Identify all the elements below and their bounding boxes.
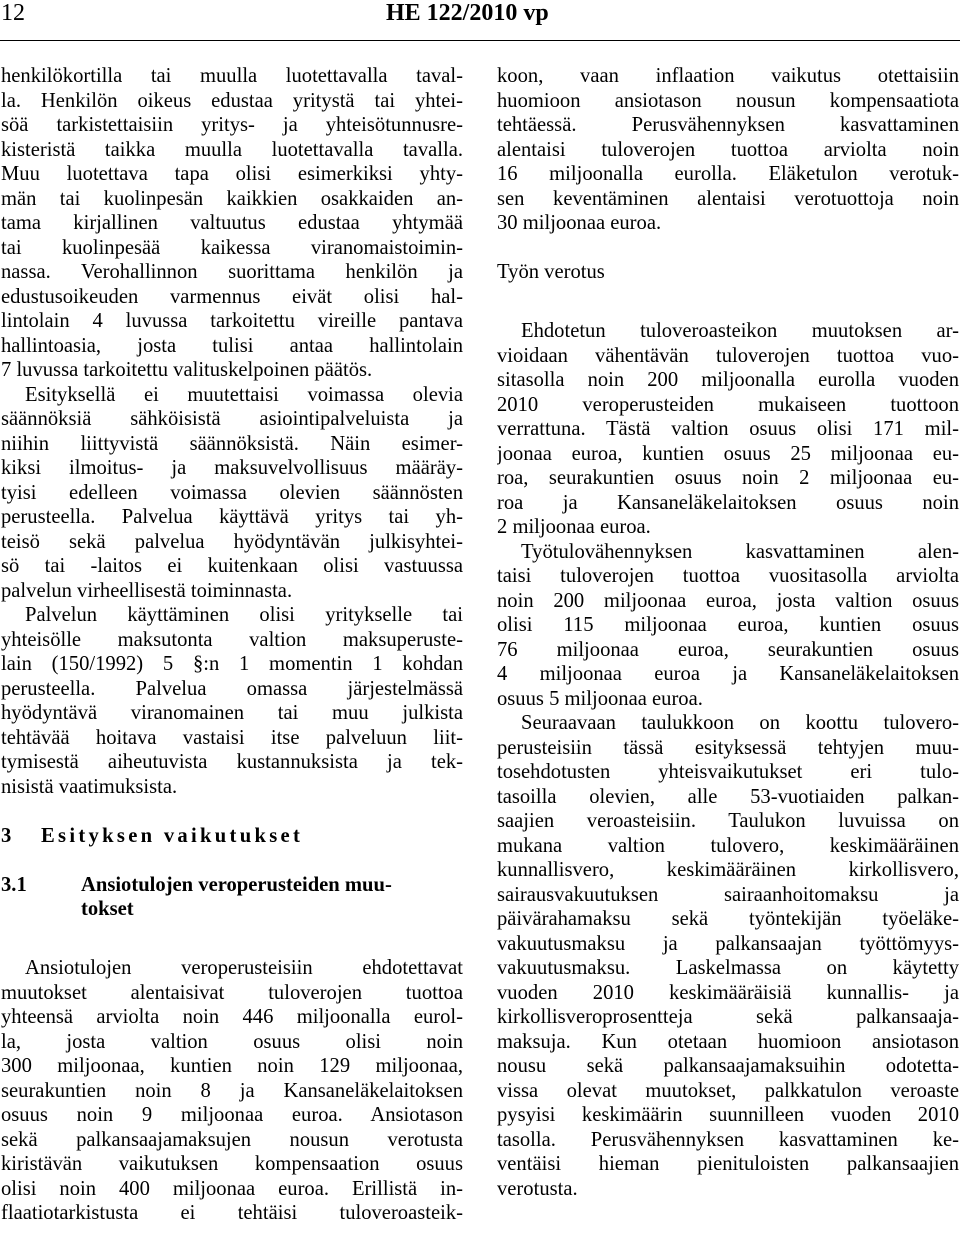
text-line: saajien veroasteisiin. Taulukon luvuissa on	[497, 810, 959, 832]
text-line: söä tarkistettaisiin yritys- ja yhteisötunnusre-	[1, 114, 463, 136]
text-line: ventäisi hieman pienituloisten palkansaajien	[497, 1153, 959, 1175]
left-column	[1, 64, 463, 1226]
text-line: olisi noin 400 miljoonaa euroa. Erillistä in-	[1, 1177, 463, 1200]
spacer	[497, 309, 959, 319]
text-line: maksuja. Kun otetaan huomioon ansiotason	[497, 1030, 959, 1053]
text-line: Palvelun käyttäminen olisi yritykselle tai	[25, 604, 463, 626]
right-column	[497, 64, 959, 1201]
text-line: osuus noin 9 miljoonaa euroa. Ansiotason	[1, 1104, 463, 1126]
text-line: kiristävän vaikutuksen kompensaation osuus	[1, 1153, 463, 1175]
subsection-heading	[1, 873, 463, 922]
text-line: sen keventäminen alentaisi verotuottoja noin	[497, 187, 959, 210]
text-line: lintolain 4 luvussa tarkoitettu vireille pantava	[1, 310, 463, 332]
text-line: hyödyntävä viranomainen tai muu julkista	[1, 702, 463, 724]
text-line: koon, vaan inflaation vaikutus otettaisiin	[497, 65, 959, 87]
subsection-title-line: tokset	[81, 898, 134, 920]
text-line: sö tai -laitos ei kuitenkaan olisi vastuussa	[1, 555, 463, 577]
text-line: la. Henkilön oikeus edustaa yritystä tai yhtei-	[1, 89, 463, 112]
text-line: tasolla. Perusvähennyksen kasvattaminen ke-	[497, 1128, 959, 1151]
text-line: tymisestä aiheutuvista kustannuksista ja tek-	[1, 751, 463, 773]
spacer	[497, 236, 959, 261]
text-line: päivärahamaksu sekä työntekijän työeläke-	[497, 908, 959, 930]
text-line: kisteristä taikka muulla luotettavalla tavalla.	[1, 138, 463, 161]
text-line: muutokset alentaisivat tuloverojen tuottoa	[1, 981, 463, 1004]
text-line: la, josta valtion osuus olisi noin	[1, 1030, 463, 1053]
text-line: Muu luotettava tapa olisi esimerkiksi yhty-	[1, 163, 463, 185]
document-id: HE 122/2010 vp	[386, 0, 549, 26]
text-line: tasoilla olevien, alle 53-vuotiaiden palkan-	[497, 785, 959, 808]
text-line: Esityksellä ei muutettaisi voimassa olevia	[25, 383, 463, 406]
text-line: sitasolla noin 200 miljoonalla eurolla vuoden	[497, 369, 959, 391]
text-line: verrattuna. Tästä valtion osuus olisi 171 mil-	[497, 418, 959, 440]
text-line: sekä palkansaajamaksujen nousun verotusta	[1, 1128, 463, 1151]
paragraph	[1, 64, 463, 383]
text-line: flaatiotarkistusta ei tehtäisi tuloveroasteik-	[1, 1202, 463, 1224]
text-line: nisistä vaatimuksista.	[1, 775, 178, 798]
text-line: roa ja Kansaneläkelaitoksen osuus noin	[497, 491, 959, 514]
paragraph	[497, 540, 959, 712]
text-line: kiksi ilmoitus- ja maksuvelvollisuus määräy-	[1, 457, 463, 479]
text-line: 16 miljoonalla eurolla. Eläketulon verotuk-	[497, 163, 959, 185]
text-line: perusteella. Palvelua käyttävä yritys tai yh-	[1, 506, 463, 528]
text-line: Ansiotulojen veroperusteisiin ehdotettavat	[25, 957, 463, 979]
text-line: tosehdotusten yhteisvaikutukset eri tulo-	[497, 761, 959, 783]
text-line: vissa olevat muutokset, palkkatulon veroaste	[497, 1079, 959, 1102]
paragraph	[1, 383, 463, 604]
text-line: perusteisiin tässä esityksessä tehtyjen muu-	[497, 736, 959, 759]
spacer	[1, 922, 463, 947]
text-line: tehtäessä. Perusvähennyksen kasvattaminen	[497, 114, 959, 136]
header-rule	[0, 40, 960, 41]
text-line: olisi 115 miljoonaa euroa, kuntien osuus	[497, 614, 959, 636]
text-line: teisö sekä palvelua hyödyntävän julkisyhtei-	[1, 530, 463, 553]
text-line: roa, seurakuntien osuus noin 2 miljoonaa eu-	[497, 467, 959, 489]
text-line: mukana valtion tulovero, keskimääräinen	[497, 834, 959, 857]
paragraph	[497, 319, 959, 540]
text-line: taisi tuloverojen tuottoa vuositasolla arviolta	[497, 565, 959, 587]
text-line: verotusta.	[497, 1177, 578, 1200]
text-line: säännöksiä sähköisistä asiointipalveluista ja	[1, 408, 463, 430]
text-line: nassa. Verohallinnon suorittama henkilön ja	[1, 261, 463, 283]
text-line: edustusoikeuden varmennus eivät olisi hal-	[1, 285, 463, 308]
subsection-title-line: Ansiotulojen veroperusteiden muu-	[81, 873, 392, 896]
text-line: pysyisi keskimäärin suunnilleen vuoden 2010	[497, 1104, 959, 1126]
text-line: hallintoasia, josta tulisi antaa hallintolain	[1, 334, 463, 357]
text-line: 30 miljoonaa euroa.	[497, 212, 662, 234]
paragraph	[1, 603, 463, 799]
paragraph	[497, 711, 959, 1201]
text-line: tehtävää hoitava vastaisi itse palveluun liit-	[1, 726, 463, 749]
text-line: perusteella. Palvelua omassa järjestelmässä	[1, 677, 463, 700]
text-line: henkilökortilla tai muulla luotettavalla taval-	[1, 65, 463, 87]
text-line: 300 miljoonaa, kuntien noin 129 miljoonaa,	[1, 1055, 463, 1077]
text-line: yhteisölle maksutonta valtion maksuperuste-	[1, 628, 463, 651]
text-line: män tai kuolinpesän kaikkien osakkaiden an-	[1, 187, 463, 210]
text-line: tai kuolinpesää kaikessa viranomaistoimin-	[1, 236, 463, 259]
text-line: yhteensä arviolta noin 446 miljoonalla eurol-	[1, 1006, 463, 1028]
text-line: lain (150/1992) 5 §:n 1 momentin 1 kohdan	[1, 653, 463, 675]
section-heading	[1, 824, 463, 849]
text-line: 4 miljoonaa euroa ja Kansaneläkelaitoksen	[497, 663, 959, 685]
text-line: vakuutusmaksu. Laskelmassa on käytetty	[497, 957, 959, 979]
text-line: 2010 veroperusteiden mukaiseen tuottoon	[497, 393, 959, 416]
text-line: nousu sekä palkansaajamaksuihin odotetta-	[497, 1055, 959, 1077]
text-line: 2 miljoonaa euroa.	[497, 516, 651, 538]
subsection-number: 3.1	[1, 873, 27, 896]
subheading: Työn verotus	[497, 261, 605, 283]
text-line: tama kirjallinen valtuutus edustaa yhtymää	[1, 212, 463, 234]
text-line: vakuutusmaksu ja palkansaajan työttömyys-	[497, 932, 959, 955]
text-line: sairausvakuutuksen sairaanhoitomaksu ja	[497, 883, 959, 906]
text-line: noin 200 miljoonaa euroa, josta valtion osuus	[497, 589, 959, 612]
paragraph	[497, 64, 959, 236]
text-line: alentaisi tuloverojen tuottoa arviolta noin	[497, 138, 959, 161]
paragraph	[1, 956, 463, 1226]
text-line: kunnallisvero, keskimääräinen kirkollisvero,	[497, 859, 959, 881]
text-line: 76 miljoonaa euroa, seurakuntien osuus	[497, 638, 959, 661]
text-line: niihin liittyvistä säännöksistä. Näin esimer-	[1, 432, 463, 455]
section-title: Esityksen vaikutukset	[41, 824, 304, 847]
text-line: vuoden 2010 keskimääräisiä kunnallis- ja	[497, 981, 959, 1004]
spacer	[497, 285, 959, 310]
text-line: palvelun virheellisestä toiminnasta.	[1, 579, 293, 602]
spacer	[1, 799, 463, 824]
text-line: Työtulovähennyksen kasvattaminen alen-	[521, 540, 959, 563]
text-line: osuus 5 miljoonaa euroa.	[497, 687, 703, 710]
text-line: vioidaan vähentävän tuloverojen tuottoa vuo-	[497, 344, 959, 367]
text-line: 7 luvussa tarkoitettu valituskelpoinen päätös.	[1, 359, 373, 381]
page-header	[0, 0, 960, 40]
page-number: 12	[1, 0, 25, 26]
spacer	[1, 848, 463, 873]
section-number: 3	[1, 824, 12, 847]
text-line: tyisi edelleen voimassa olevien säännösten	[1, 481, 463, 504]
text-line: joonaa euroa, kuntien osuus 25 miljoonaa eu-	[497, 442, 959, 465]
text-line: Seuraavaan taulukkoon on koottu tulovero-	[521, 712, 959, 734]
spacer	[1, 946, 463, 956]
text-line: Ehdotetun tuloveroasteikon muutoksen ar-	[521, 320, 959, 342]
text-line: huomioon ansiotason nousun kompensaatiota	[497, 89, 959, 112]
text-line: seurakuntien noin 8 ja Kansaneläkelaitoksen	[1, 1079, 463, 1102]
text-line: kirkollisveroprosentteja sekä palkansaaja-	[497, 1006, 959, 1028]
